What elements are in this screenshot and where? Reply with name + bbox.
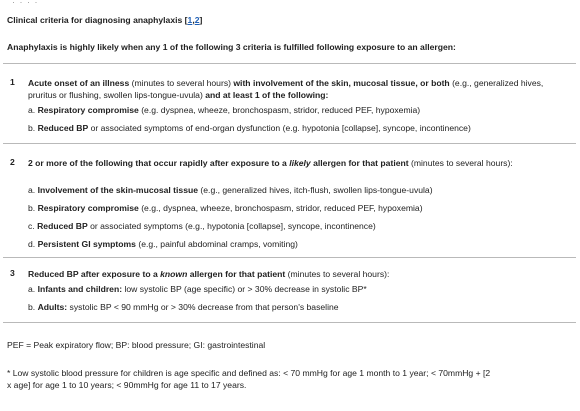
criterion-number: 2 bbox=[10, 157, 15, 167]
sub-letter: b. bbox=[28, 123, 38, 133]
sub-bold: Involvement of the skin-mucosal tissue bbox=[37, 185, 199, 195]
sub-criterion-2d bbox=[28, 239, 298, 249]
sub-bold: Infants and children: bbox=[37, 284, 123, 294]
heading-bold-part: allergen for that patient bbox=[187, 269, 286, 279]
title-text: Clinical criteria for diagnosing anaphylaxis bbox=[7, 15, 183, 25]
heading-bold-part: and at least 1 of the following: bbox=[205, 90, 329, 100]
divider bbox=[3, 257, 576, 258]
divider bbox=[3, 322, 576, 323]
sub-text: or associated symptoms (e.g., hypotonia [collapse], syncope, incontinence) bbox=[87, 221, 376, 231]
heading-bold-part: Acute onset of an illness bbox=[28, 78, 130, 88]
sub-text: (e.g., generalized hives, itch-flush, swollen lips-tongue-uvula) bbox=[198, 185, 433, 195]
criterion-number: 3 bbox=[10, 268, 15, 278]
sub-text: (e.g., dyspnea, wheeze, bronchospasm, stridor, reduced PEF, hypoxemia) bbox=[138, 203, 423, 213]
sub-text: low systolic BP (age specific) or > 30% decrease in systolic BP* bbox=[122, 284, 367, 294]
sub-text: (e.g. dyspnea, wheeze, bronchospasm, stridor, reduced PEF, hypoxemia) bbox=[138, 105, 421, 115]
sub-text: (e.g., painful abdominal cramps, vomiting) bbox=[135, 239, 298, 249]
ref-bracket-open: [ bbox=[184, 15, 188, 25]
ref-bracket-close: ] bbox=[199, 15, 203, 25]
sub-letter: c. bbox=[28, 221, 38, 231]
reference-link-1[interactable]: 1 bbox=[187, 15, 193, 25]
footnote-line-1: * Low systolic blood pressure for children is age specific and defined as: < 70 mmHg for age 1 month to 1 year; < 70mmHg + [2 bbox=[7, 368, 491, 378]
sub-criterion-1b bbox=[28, 123, 471, 133]
sub-criterion-3a bbox=[28, 284, 367, 294]
sub-criterion-2c bbox=[28, 221, 376, 231]
sub-text: systolic BP < 90 mmHg or > 30% decrease from that person's baseline bbox=[67, 302, 339, 312]
criterion-heading bbox=[28, 157, 573, 169]
sub-letter: a. bbox=[28, 185, 38, 195]
sub-letter: a. bbox=[28, 284, 38, 294]
sub-letter: a. bbox=[28, 105, 38, 115]
abbreviations-note: PEF = Peak expiratory flow; BP: blood pressure; GI: gastrointestinal bbox=[7, 340, 266, 350]
criterion-heading bbox=[28, 268, 573, 280]
sub-letter: b. bbox=[28, 203, 38, 213]
sub-text: or associated symptoms of end-organ dysfunction (e.g. hypotonia [collapse], syncope, incontinence) bbox=[88, 123, 471, 133]
intro-statement: Anaphylaxis is highly likely when any 1 of the following 3 criteria is fulfilled following exposure to an allergen: bbox=[7, 42, 456, 52]
heading-bold-part: Reduced BP after exposure to a bbox=[28, 269, 161, 279]
divider bbox=[3, 63, 576, 64]
ref-separator: , bbox=[192, 15, 195, 25]
heading-italic-part: likely bbox=[289, 158, 311, 168]
sub-bold: Respiratory compromise bbox=[37, 203, 139, 213]
heading-text-part: (minutes to several hours) bbox=[129, 78, 234, 88]
footnote-line-2: x age] for age 1 to 10 years; < 90mmHg for age 11 to 17 years. bbox=[7, 380, 247, 390]
sub-criterion-1a bbox=[28, 105, 420, 115]
reference-link-2[interactable]: 2 bbox=[194, 15, 200, 25]
sub-criterion-3b bbox=[28, 302, 339, 312]
top-decoration: · · · · bbox=[12, 0, 39, 7]
sub-bold: Reduced BP bbox=[37, 221, 88, 231]
criterion-number: 1 bbox=[10, 77, 15, 87]
sub-bold: Reduced BP bbox=[37, 123, 89, 133]
sub-criterion-2b bbox=[28, 203, 423, 213]
sub-bold: Adults: bbox=[37, 302, 68, 312]
sub-criterion-2a bbox=[28, 185, 433, 195]
criterion-heading bbox=[28, 77, 573, 101]
sub-letter: d. bbox=[28, 239, 38, 249]
heading-text-part: (minutes to several hours): bbox=[285, 269, 390, 279]
sub-bold: Persistent GI symptoms bbox=[37, 239, 136, 249]
document-title bbox=[7, 15, 202, 25]
heading-italic-part: known bbox=[160, 269, 188, 279]
heading-bold-part: 2 or more of the following that occur rapidly after exposure to a bbox=[28, 158, 290, 168]
heading-text-part: (e.g., generalized hives, pruritus or flushing, swollen lips-tongue-uvula) bbox=[28, 78, 544, 100]
divider bbox=[3, 143, 576, 144]
heading-bold-part: allergen for that patient bbox=[310, 158, 409, 168]
heading-text-part: (minutes to several hours): bbox=[408, 158, 513, 168]
heading-bold-part: with involvement of the skin, mucosal tissue, or both bbox=[233, 78, 450, 88]
sub-bold: Respiratory compromise bbox=[37, 105, 139, 115]
sub-letter: b. bbox=[28, 302, 38, 312]
